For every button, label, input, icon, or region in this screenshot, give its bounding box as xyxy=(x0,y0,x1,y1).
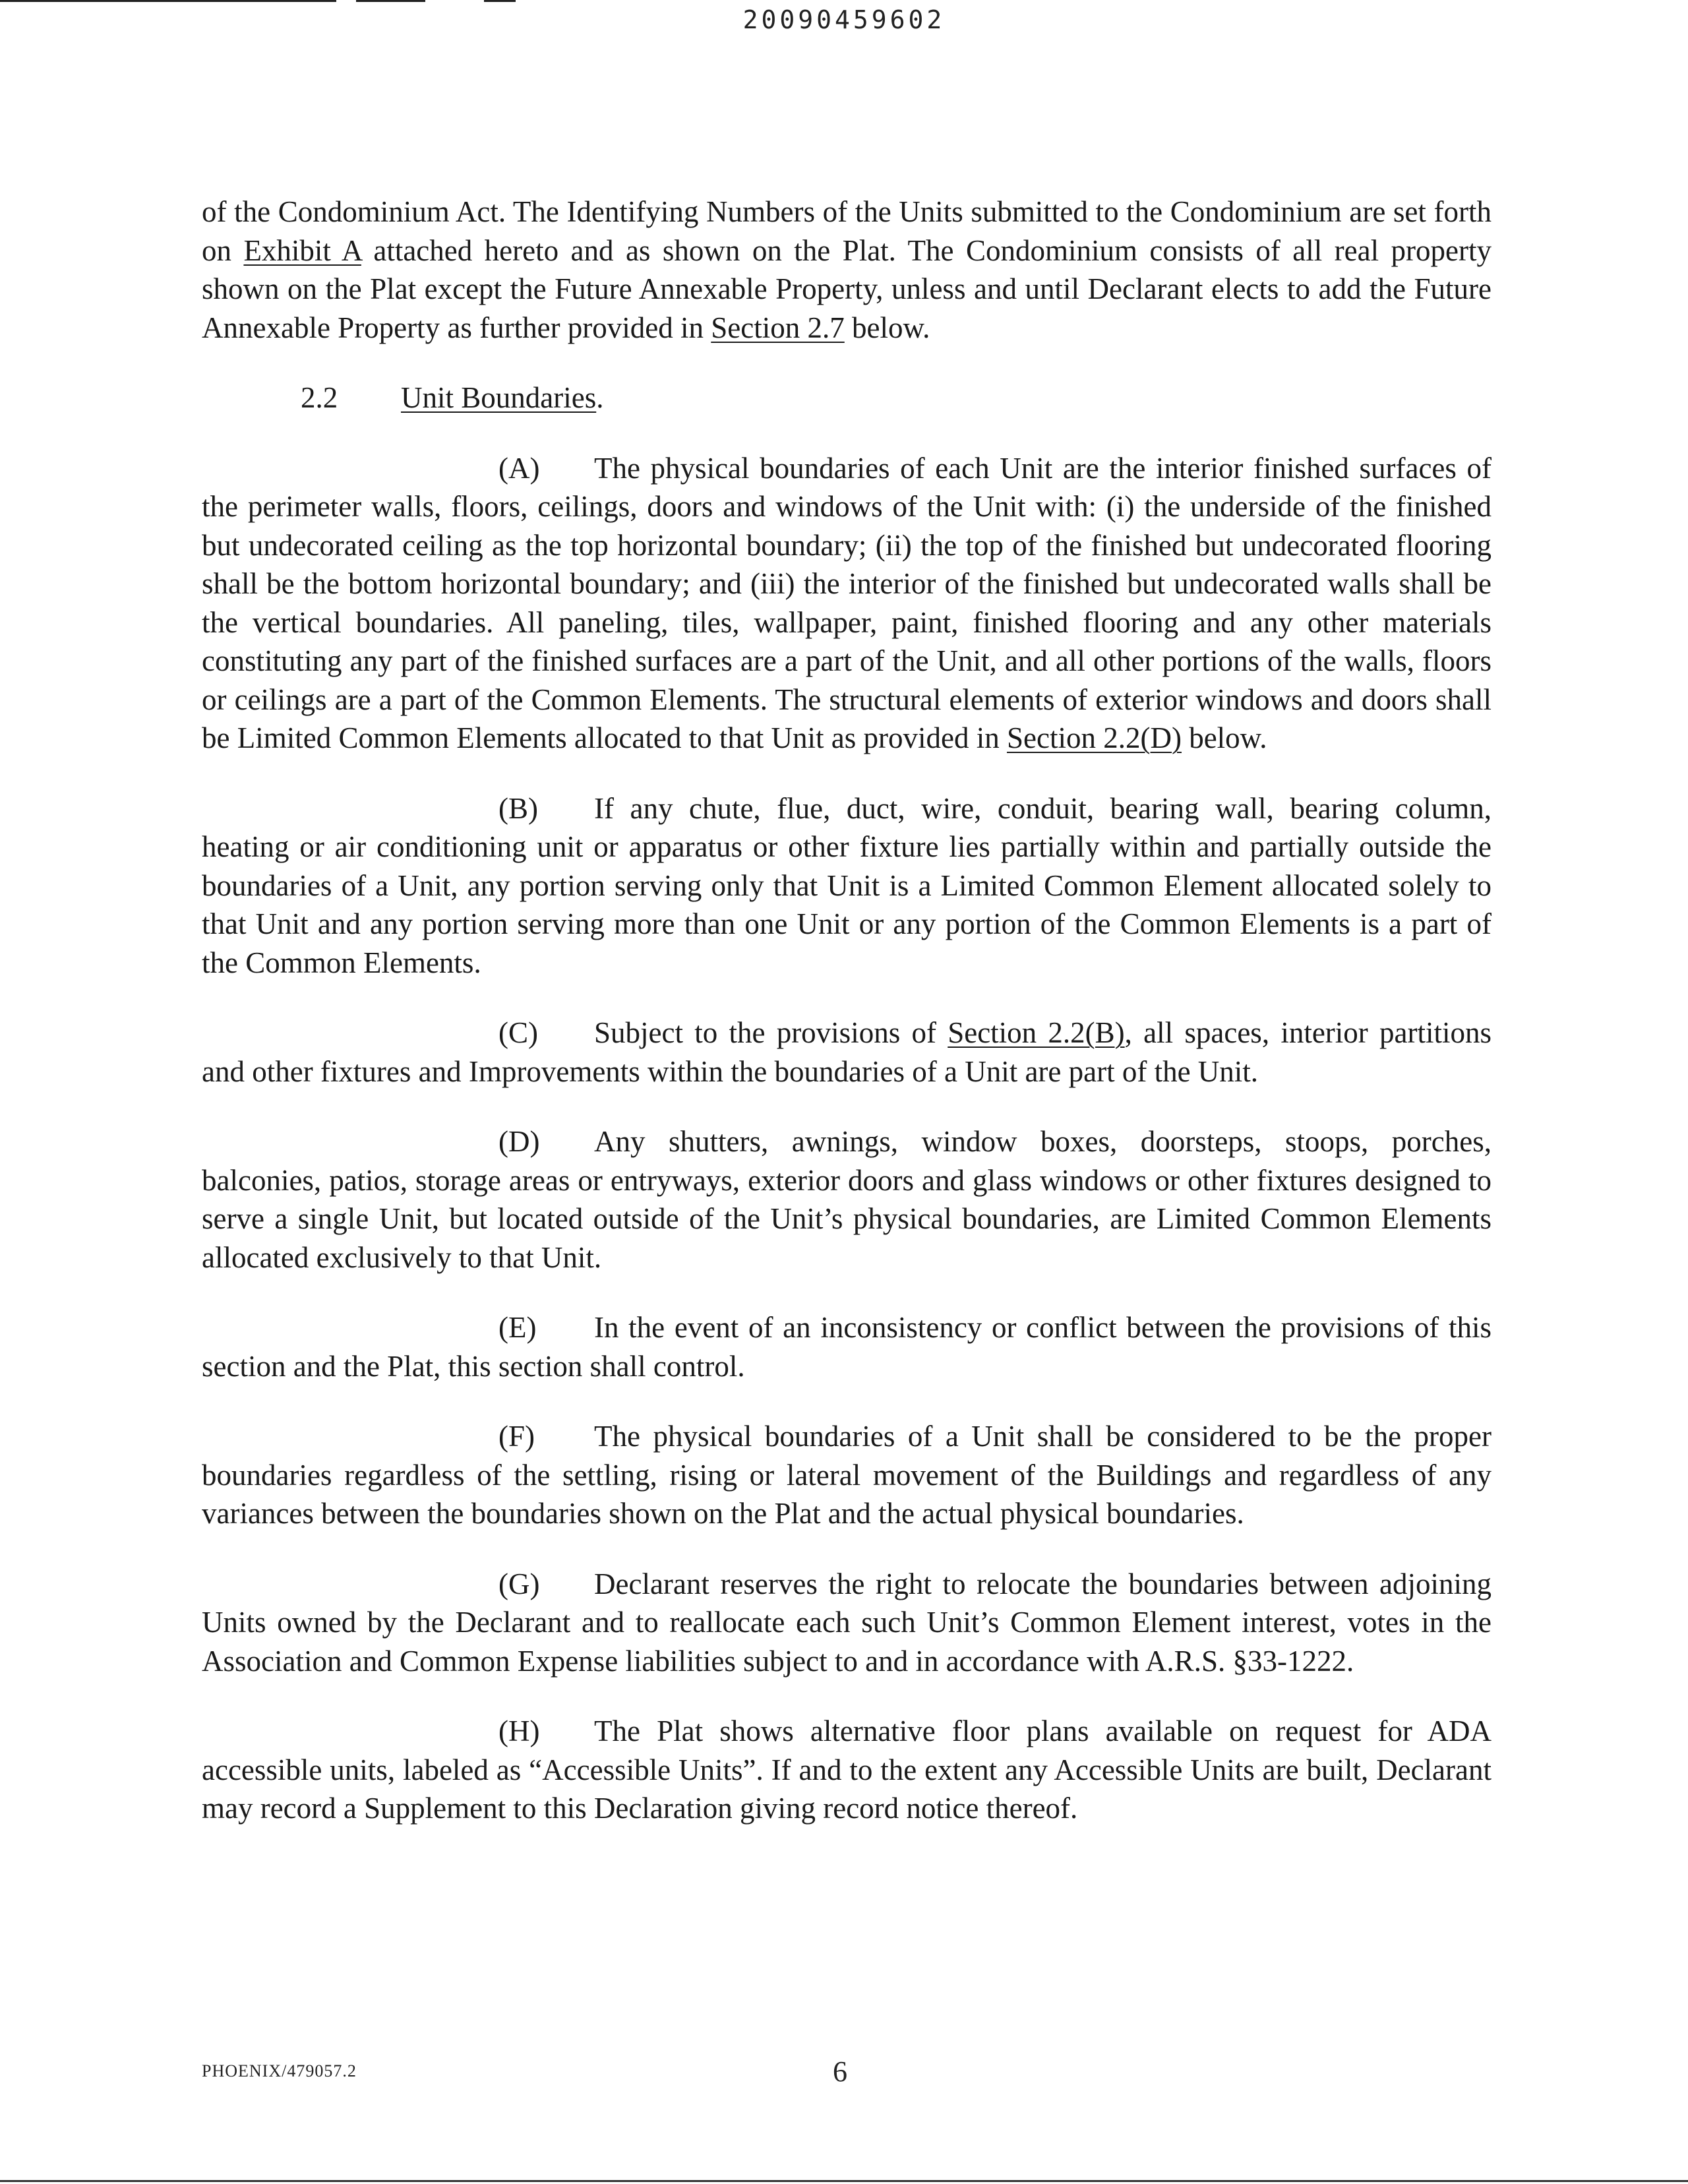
section-number: 2.2 xyxy=(301,381,338,414)
item-label: (C) xyxy=(498,1016,538,1049)
item-c-paragraph: (C) Subject to the provisions of Section 2.2(B), all spaces, interior partitions and other fixtures and Improvements within the boundaries of a Unit are part of the Unit. xyxy=(202,1014,1492,1091)
item-g-paragraph: (G) Declarant reserves the right to relocate the boundaries between adjoining Units owned by the Declarant and to reallocate each such Unit’s Common Element interest, votes in the Association and Common Expense liabilities subject to and in accordance with A.R.S. §33-1222. xyxy=(202,1565,1492,1681)
section-heading: 2.2 Unit Boundaries. xyxy=(202,379,1492,417)
item-e-paragraph: (E) In the event of an inconsistency or conflict between the provisions of this section and the Plat, this section shall control. xyxy=(202,1308,1492,1385)
document-body xyxy=(202,193,1492,1860)
scan-top-rule xyxy=(356,0,425,2)
item-b-paragraph: (B) If any chute, flue, duct, wire, conduit, bearing wall, bearing column, heating or air conditioning unit or apparatus or other fixture lies partially within and partially outside the boundaries of a Unit, any portion serving only that Unit is a Limited Common Element allocated solely to that Unit and any portion serving more than one Unit or any portion of the Common Elements is a part of the Common Elements. xyxy=(202,789,1492,983)
item-label: (B) xyxy=(498,791,538,825)
footer-document-reference: PHOENIX/479057.2 xyxy=(202,2061,357,2080)
section-2-2-d-reference: Section 2.2(D) xyxy=(1007,721,1182,754)
scan-top-rule xyxy=(0,0,336,2)
section-2-7-reference: Section 2.7 xyxy=(711,311,845,344)
item-f-paragraph: (F) The physical boundaries of a Unit shall be considered to be the proper boundaries regardless of the settling, rising or lateral movement of the Buildings and regardless of any variances between the boundaries shown on the Plat and the actual physical boundaries. xyxy=(202,1417,1492,1533)
scan-bottom-rule xyxy=(0,2180,1688,2182)
item-label: (E) xyxy=(498,1311,537,1344)
intro-paragraph: of the Condominium Act. The Identifying Numbers of the Units submitted to the Condominium are set forth on Exhibit A attached hereto and as shown on the Plat. The Condominium consists of all real property shown on the Plat except the Future Annexable Property, unless and until Declarant elects to add the Future Annexable Property as further provided in Section 2.7 below. xyxy=(202,195,1492,344)
section-title: Unit Boundaries xyxy=(401,381,597,414)
section-2-2-b-reference: Section 2.2(B) xyxy=(948,1016,1125,1049)
item-d-paragraph: (D) Any shutters, awnings, window boxes, doorsteps, stoops, porches, balconies, patios, storage areas or entryways, exterior doors and glass windows or other fixtures designed to serve a single Unit, but located outside of the Unit’s physical boundaries, are Limited Common Elements allocated exclusively to that Unit. xyxy=(202,1122,1492,1277)
item-label: (F) xyxy=(498,1420,535,1453)
page-number: 6 xyxy=(833,2055,847,2088)
scan-top-rule xyxy=(484,0,516,2)
item-h-paragraph: (H) The Plat shows alternative floor plans available on request for ADA accessible units, labeled as “Accessible Units”. If and to the extent any Accessible Units are built, Declarant may record a Supplement to this Declaration giving record notice thereof. xyxy=(202,1712,1492,1828)
item-label: (H) xyxy=(498,1714,540,1747)
exhibit-a-reference: Exhibit A xyxy=(243,233,361,267)
recording-number: 20090459602 xyxy=(742,5,946,34)
item-label: (A) xyxy=(498,451,540,485)
item-label: (D) xyxy=(498,1125,540,1158)
item-label: (G) xyxy=(498,1567,540,1600)
item-a-paragraph: (A) The physical boundaries of each Unit are the interior finished surfaces of the perimeter walls, floors, ceilings, doors and windows of the Unit with: (i) the underside of the finished but undecorated ceiling as the top horizontal boundary; (ii) the top of the finished but undecorated flooring shall be the bottom horizontal boundary; and (iii) the interior of the finished but undecorated walls shall be the vertical boundaries. All paneling, tiles, wallpaper, paint, finished flooring and any other materials constituting any part of the finished surfaces are a part of the Unit, and all other portions of the walls, floors or ceilings are a part of the Common Elements. The structural elements of exterior windows and doors shall be Limited Common Elements allocated to that Unit as provided in Section 2.2(D) below. xyxy=(202,449,1492,758)
